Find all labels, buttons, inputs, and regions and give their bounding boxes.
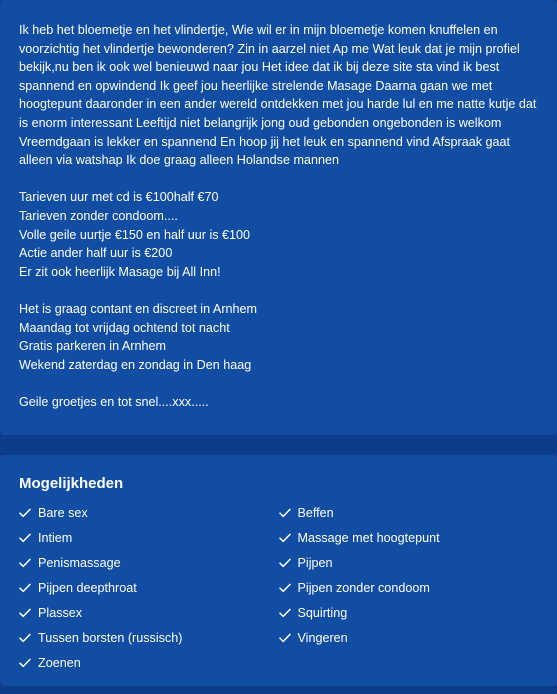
description-rates <box>19 188 538 281</box>
option-label: Massage met hoogtepunt <box>297 530 440 545</box>
option-label: Zoenen <box>38 655 81 670</box>
check-icon <box>279 583 298 593</box>
option-label: Squirting <box>297 605 348 620</box>
option-item <box>19 575 279 600</box>
description-details <box>19 300 538 374</box>
option-item <box>19 600 279 625</box>
detail-line: Maandag tot vrijdag ochtend tot nacht <box>19 320 230 335</box>
rate-line: Tarieven zonder condoom.... <box>19 208 178 223</box>
description-closing: Geile groetjes en tot snel....xxx..... <box>19 394 209 409</box>
rate-line: Actie ander half uur is €200 <box>19 246 173 261</box>
check-icon <box>279 508 298 518</box>
option-label: Bare sex <box>38 505 88 520</box>
check-icon <box>19 583 38 593</box>
options-column-left <box>19 500 279 675</box>
check-icon <box>279 533 298 543</box>
check-icon <box>19 533 38 543</box>
detail-line: Het is graag contant en discreet in Arnhem <box>19 301 258 316</box>
option-label: Plassex <box>38 605 83 620</box>
check-icon <box>279 608 298 618</box>
options-grid <box>19 500 538 675</box>
option-item <box>279 525 539 550</box>
options-card <box>0 455 557 686</box>
options-title: Mogelijkheden <box>19 475 124 492</box>
option-label: Pijpen zonder condoom <box>297 580 430 595</box>
option-item <box>279 625 539 650</box>
option-item <box>279 550 539 575</box>
detail-line: Gratis parkeren in Arnhem <box>19 339 166 354</box>
option-item <box>279 500 539 525</box>
option-label: Penismassage <box>38 555 121 570</box>
rate-line: Er zit ook heerlijk Masage bij All Inn! <box>19 264 221 279</box>
check-icon <box>19 658 38 668</box>
option-item <box>19 550 279 575</box>
description-intro: Ik heb het bloemetje en het vlindertje, Wie wil er in mijn bloemetje komen knuffelen en voorzichtig het vlindertje bewonderen? Zin in aarzel niet Ap me Wat leuk dat je mijn profiel bekijk,nu ben ik ook wel benieuwd naar jou Het idee dat ik bij deze site sta vind ik best spannend en opwindend Ik geef jou heerlijke strelende Masage Daarna gaan we met hoogtepunt daaronder in een ander wereld ontdekken met jou harde lul en me natte kutje dat is enorm interessant Leeftijd niet belangrijk jong oud gebonden ongebonden is welkom Vreemdgaan is lekker en spannend En hoop jij het leuk en spannend vind Afspraak gaat alleen via watshap Ik doe graag alleen Holandse mannen <box>19 23 537 168</box>
detail-line: Wekend zaterdag en zondag in Den haag <box>19 357 252 372</box>
check-icon <box>19 633 38 643</box>
check-icon <box>279 633 298 643</box>
option-item <box>19 625 279 650</box>
options-column-right <box>279 500 539 675</box>
option-item <box>19 500 279 525</box>
option-label: Pijpen <box>297 555 333 570</box>
option-label: Beffen <box>297 505 334 520</box>
check-icon <box>279 558 298 568</box>
check-icon <box>19 508 38 518</box>
option-item <box>279 575 539 600</box>
rate-line: Tarieven uur met cd is €100half €70 <box>19 190 219 205</box>
option-label: Vingeren <box>297 630 348 645</box>
check-icon <box>19 558 38 568</box>
option-label: Pijpen deepthroat <box>38 580 137 595</box>
check-icon <box>19 608 38 618</box>
option-label: Tussen borsten (russisch) <box>38 630 183 645</box>
rate-line: Volle geile uurtje €150 en half uur is €100 <box>19 227 251 242</box>
option-label: Intiem <box>38 530 73 545</box>
option-item <box>279 600 539 625</box>
option-item <box>19 650 279 675</box>
option-item <box>19 525 279 550</box>
